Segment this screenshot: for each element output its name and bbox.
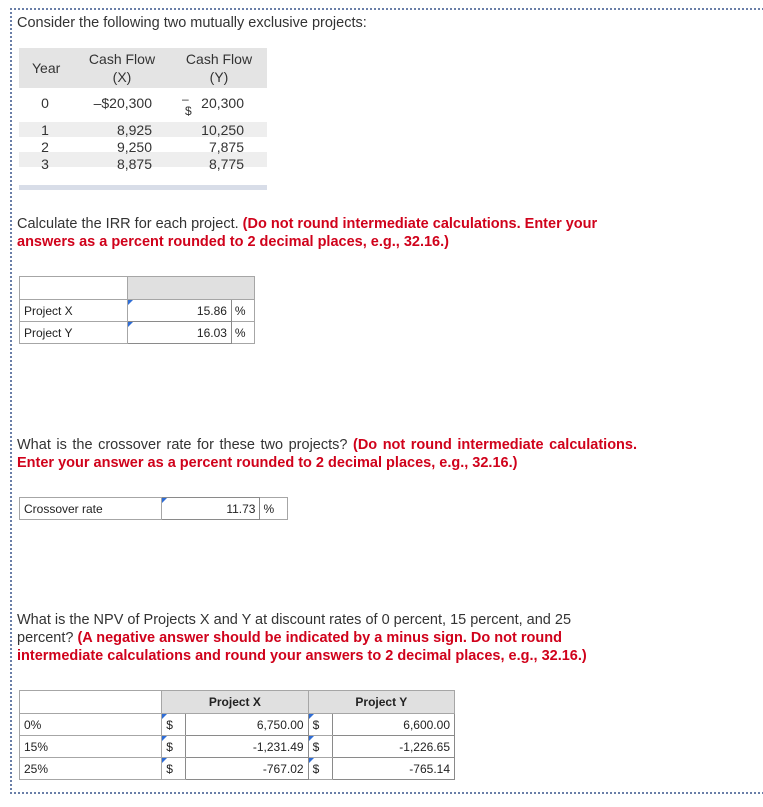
- npv-question: [17, 611, 627, 665]
- irr-header-cell: [20, 277, 128, 300]
- currency-symbol: $: [162, 714, 186, 736]
- percent-unit: %: [231, 300, 254, 322]
- project-y-label: Project Y: [20, 322, 128, 344]
- npv-instructions: (A negative answer should be indicated by a minus sign. Do not round intermediate calculations and round your answers to 2 decimal places, e.g., 32.16.): [17, 630, 587, 664]
- cash-flow-table: [19, 48, 267, 190]
- currency-symbol: $: [185, 104, 192, 118]
- cash-x-cell: 9,250: [116, 139, 152, 155]
- crossover-question-text: What is the crossover rate for these two projects?: [17, 437, 348, 453]
- year-cell: 3: [41, 156, 49, 172]
- currency-symbol: $: [308, 758, 332, 780]
- currency-symbol: $: [162, 758, 186, 780]
- npv-y-input-25[interactable]: -765.14: [332, 758, 454, 780]
- currency-symbol: $: [308, 736, 332, 758]
- cash-x-cell: 8,875: [116, 156, 152, 172]
- cash-flow-y-header: Cash Flow: [185, 51, 253, 67]
- cash-y-cell: 7,875: [208, 139, 244, 155]
- project-x-label: Project X: [20, 300, 128, 322]
- npv-header-blank: [20, 691, 162, 714]
- irr-x-input[interactable]: 15.86: [127, 300, 231, 322]
- percent-unit: %: [231, 322, 254, 344]
- npv-project-y-header: Project Y: [308, 691, 454, 714]
- table-footer-bar: [19, 185, 267, 190]
- npv-question-text: What is the NPV of Projects X and Y at discount rates of 0 percent, 15 percent, and 25 percent?: [17, 612, 572, 646]
- cash-flow-x-header: Cash Flow: [88, 51, 156, 67]
- npv-rate-label: 15%: [20, 736, 162, 758]
- npv-y-input-0[interactable]: 6,600.00: [332, 714, 454, 736]
- year-header: Year: [32, 60, 61, 76]
- irr-table: [19, 276, 255, 344]
- crossover-question: [17, 436, 637, 472]
- npv-table: [19, 690, 455, 780]
- cash-x-cell: 8,925: [116, 122, 152, 138]
- crossover-label: Crossover rate: [20, 498, 162, 520]
- npv-x-input-25[interactable]: -767.02: [186, 758, 308, 780]
- cash-x-cell: –$20,300: [93, 95, 152, 111]
- year-cell: 2: [41, 139, 49, 155]
- irr-question: [17, 215, 657, 251]
- crossover-instructions: (Do not round intermediate calculations. Enter your answer as a percent rounded to 2 decimal places, e.g., 32.16.): [17, 437, 638, 471]
- npv-x-input-15[interactable]: -1,231.49: [186, 736, 308, 758]
- cash-flow-x-subheader: (X): [112, 69, 132, 85]
- irr-question-text: Calculate the IRR for each project.: [17, 216, 239, 232]
- cash-y-cell: 20,300: [201, 95, 244, 111]
- cash-flow-y-subheader: (Y): [209, 69, 229, 85]
- crossover-input[interactable]: 11.73: [161, 498, 260, 520]
- cash-y-cell: 8,775: [208, 156, 244, 172]
- intro-text: Consider the following two mutually exclusive projects:: [17, 15, 367, 31]
- currency-symbol: $: [162, 736, 186, 758]
- npv-project-x-header: Project X: [162, 691, 308, 714]
- npv-x-input-0[interactable]: 6,750.00: [186, 714, 308, 736]
- cash-y-cell: 10,250: [201, 122, 244, 138]
- irr-instructions: (Do not round intermediate calculations. Enter your answers as a percent rounded to 2 decimal places, e.g., 32.16.): [17, 216, 598, 250]
- npv-rate-label: 25%: [20, 758, 162, 780]
- year-cell: 1: [41, 122, 49, 138]
- currency-symbol: $: [308, 714, 332, 736]
- minus-sign: –: [182, 92, 189, 106]
- irr-header-cell: [127, 277, 254, 300]
- npv-y-input-15[interactable]: -1,226.65: [332, 736, 454, 758]
- percent-unit: %: [260, 498, 288, 520]
- crossover-table: [19, 497, 288, 520]
- year-cell: 0: [41, 95, 49, 111]
- irr-y-input[interactable]: 16.03: [127, 322, 231, 344]
- npv-rate-label: 0%: [20, 714, 162, 736]
